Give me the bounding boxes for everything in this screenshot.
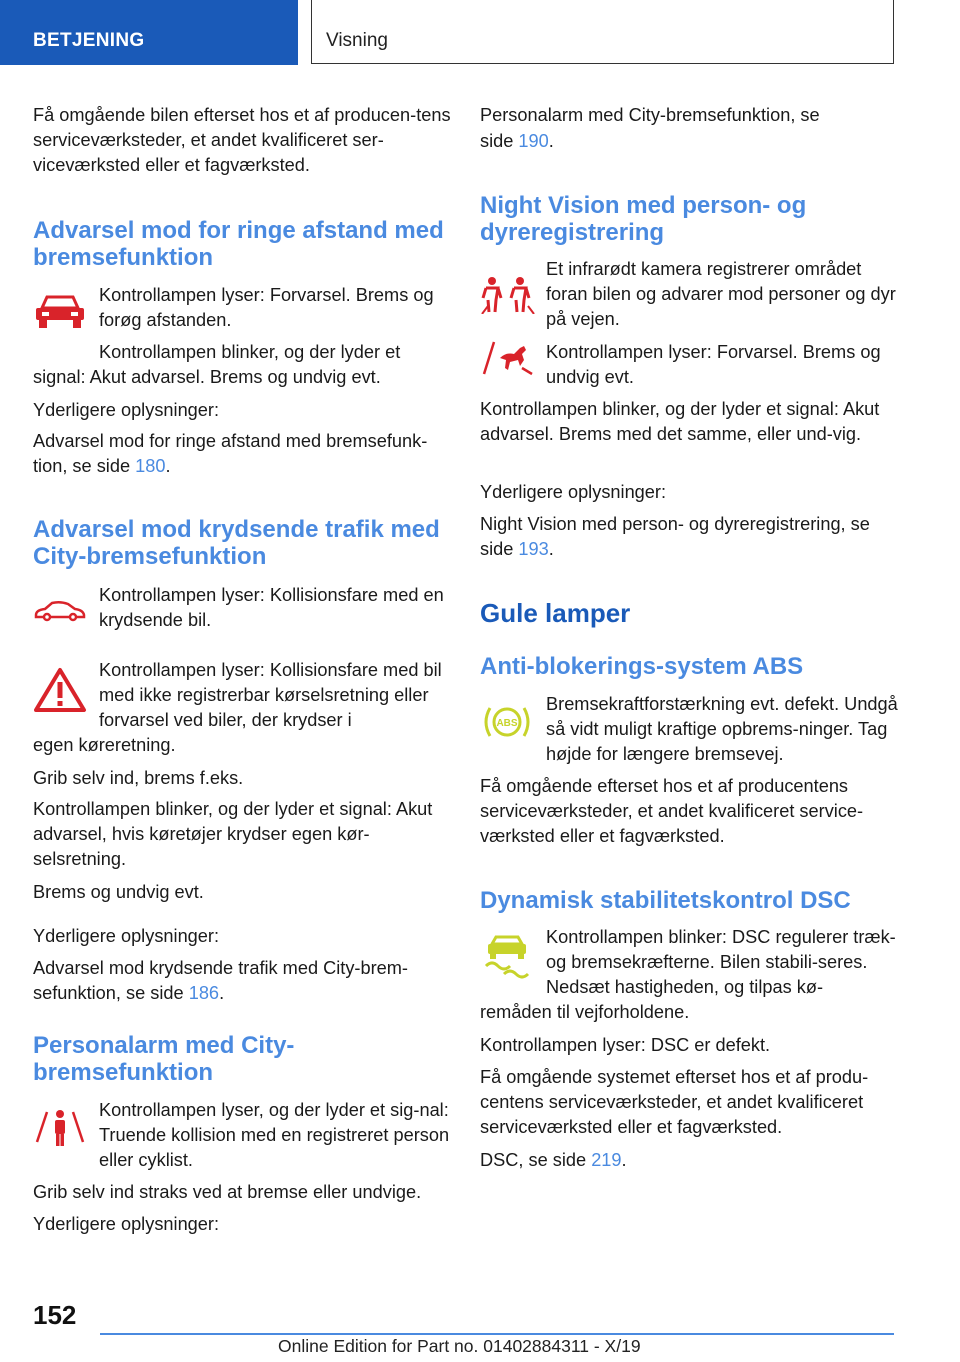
subsection-box: [311, 0, 894, 64]
footer-edition: Online Edition for Part no. 01402884311 - X/19: [278, 1336, 641, 1356]
page-link-219[interactable]: 219: [591, 1150, 622, 1170]
cross-traffic-p5: Brems og undvig evt.: [33, 882, 204, 902]
section-tab: [0, 0, 298, 65]
night-vision-p3: Kontrollampen blinker, og der lyder et signal: Akut advarsel. Brems med det samme, eller und-vig.: [480, 399, 880, 445]
footer-divider: [100, 1333, 894, 1335]
person-alarm-p2: Grib selv ind straks ved at bremse eller undvige.: [33, 1182, 422, 1202]
cross-traffic-ref: Advarsel mod krydsende trafik med City-brem-sefunktion, se side 186.: [33, 958, 408, 1004]
heading-dsc: Dynamisk stabilitetskontrol DSC: [480, 887, 851, 914]
page-number: 152: [33, 1300, 77, 1330]
dsc-ref: DSC, se side 219.: [480, 1150, 627, 1170]
distance-warning-ref: Advarsel mod for ringe afstand med bremsefunk-tion, se side 180.: [33, 431, 428, 477]
heading-cross-traffic: Advarsel mod krydsende trafik med City-bremsefunktion: [33, 516, 440, 570]
person-alarm-ref-line1: Personalarm med City-bremsefunktion, se: [480, 105, 820, 125]
person-alarm-p1: Kontrollampen lyser, og der lyder et sig-nal: Truende kollision med en registreret person eller cyklist.: [99, 1100, 450, 1171]
subsection-title: Visning: [326, 30, 388, 51]
dsc-p3: Få omgående systemet efterset hos et af produ-centens serviceværksteder, et andet kvalificeret serviceværksted eller et fagværksted.: [480, 1067, 869, 1138]
heading-yellow-lamps: Gule lamper: [480, 598, 631, 628]
page-link-193[interactable]: 193: [518, 539, 549, 560]
abs-p1: Bremsekraftforstærkning evt. defekt. Undgå så vidt muligt kraftige opbrems-ninger. Tag højde for længere bremsevej.: [546, 694, 898, 765]
distance-warning-p2b: signal: Akut advarsel. Brems og undvig evt.: [33, 367, 381, 387]
person-alarm-ref-line2: side 190.: [480, 131, 554, 151]
night-vision-p1: Et infrarødt kamera registrerer området foran bilen og advarer mod personer og dyr på vejen.: [546, 259, 896, 330]
night-vision-p2: Kontrollampen lyser: Forvarsel. Brems og undvig evt.: [546, 342, 881, 388]
dsc-p1a: Kontrollampen blinker: DSC regulerer træk- og bremsekræfterne. Bilen stabili-seres. Nedsæt hastigheden, og tilpas kø-: [546, 927, 896, 998]
heading-night-vision: Night Vision med person- og dyreregistrering: [480, 192, 807, 246]
person-alarm-more: Yderligere oplysninger:: [33, 1214, 220, 1234]
distance-warning-more: Yderligere oplysninger:: [33, 400, 220, 420]
night-vision-ref: Night Vision med person- og dyreregistrering, se side 193.: [480, 514, 870, 560]
distance-warning-p2a: Kontrollampen blinker, og der lyder et: [99, 342, 401, 362]
cross-traffic-p2b: egen køreretning.: [33, 735, 176, 755]
svg-text:ABS: ABS: [496, 718, 518, 729]
heading-distance-warning: Advarsel mod for ringe afstand med bremsefunktion: [33, 217, 444, 271]
heading-abs: Anti-blokerings-system ABS: [480, 653, 804, 680]
cross-traffic-more: Yderligere oplysninger:: [33, 926, 220, 946]
dsc-p2: Kontrollampen lyser: DSC er defekt.: [480, 1035, 771, 1055]
night-vision-more: Yderligere oplysninger:: [480, 482, 667, 502]
cross-traffic-p1: Kontrollampen lyser: Kollisionsfare med en krydsende bil.: [99, 585, 444, 631]
page-link-180[interactable]: 180: [135, 456, 166, 477]
abs-p2: Få omgående efterset hos et af producentens serviceværksteder, et andet kvalificeret service-værksted eller et fagværksted.: [480, 776, 864, 847]
cross-traffic-p3: Grib selv ind, brems f.eks.: [33, 768, 244, 788]
dsc-p1b: remåden til vejforholdene.: [480, 1002, 690, 1022]
page-link-190[interactable]: 190: [518, 131, 549, 151]
intro-paragraph: Få omgående bilen efterset hos et af producen-tens serviceværksteder, et andet kvalificeret ser-viceværksted eller et fagværksted.: [33, 105, 451, 176]
page-link-186[interactable]: 186: [188, 983, 220, 1004]
distance-warning-p1: Kontrollampen lyser: Forvarsel. Brems og forøg afstanden.: [99, 285, 434, 331]
section-title: BETJENING: [33, 30, 145, 51]
heading-person-alarm: Personalarm med City-bremsefunktion: [33, 1032, 295, 1086]
cross-traffic-p2a: Kontrollampen lyser: Kollisionsfare med bil med ikke registrerbar kørselsretning eller forvarsel ved biler, der krydser i: [99, 660, 442, 731]
cross-traffic-p4: Kontrollampen blinker, og der lyder et signal: Akut advarsel, hvis køretøjer krydser egen kør-selsretning.: [33, 799, 433, 870]
